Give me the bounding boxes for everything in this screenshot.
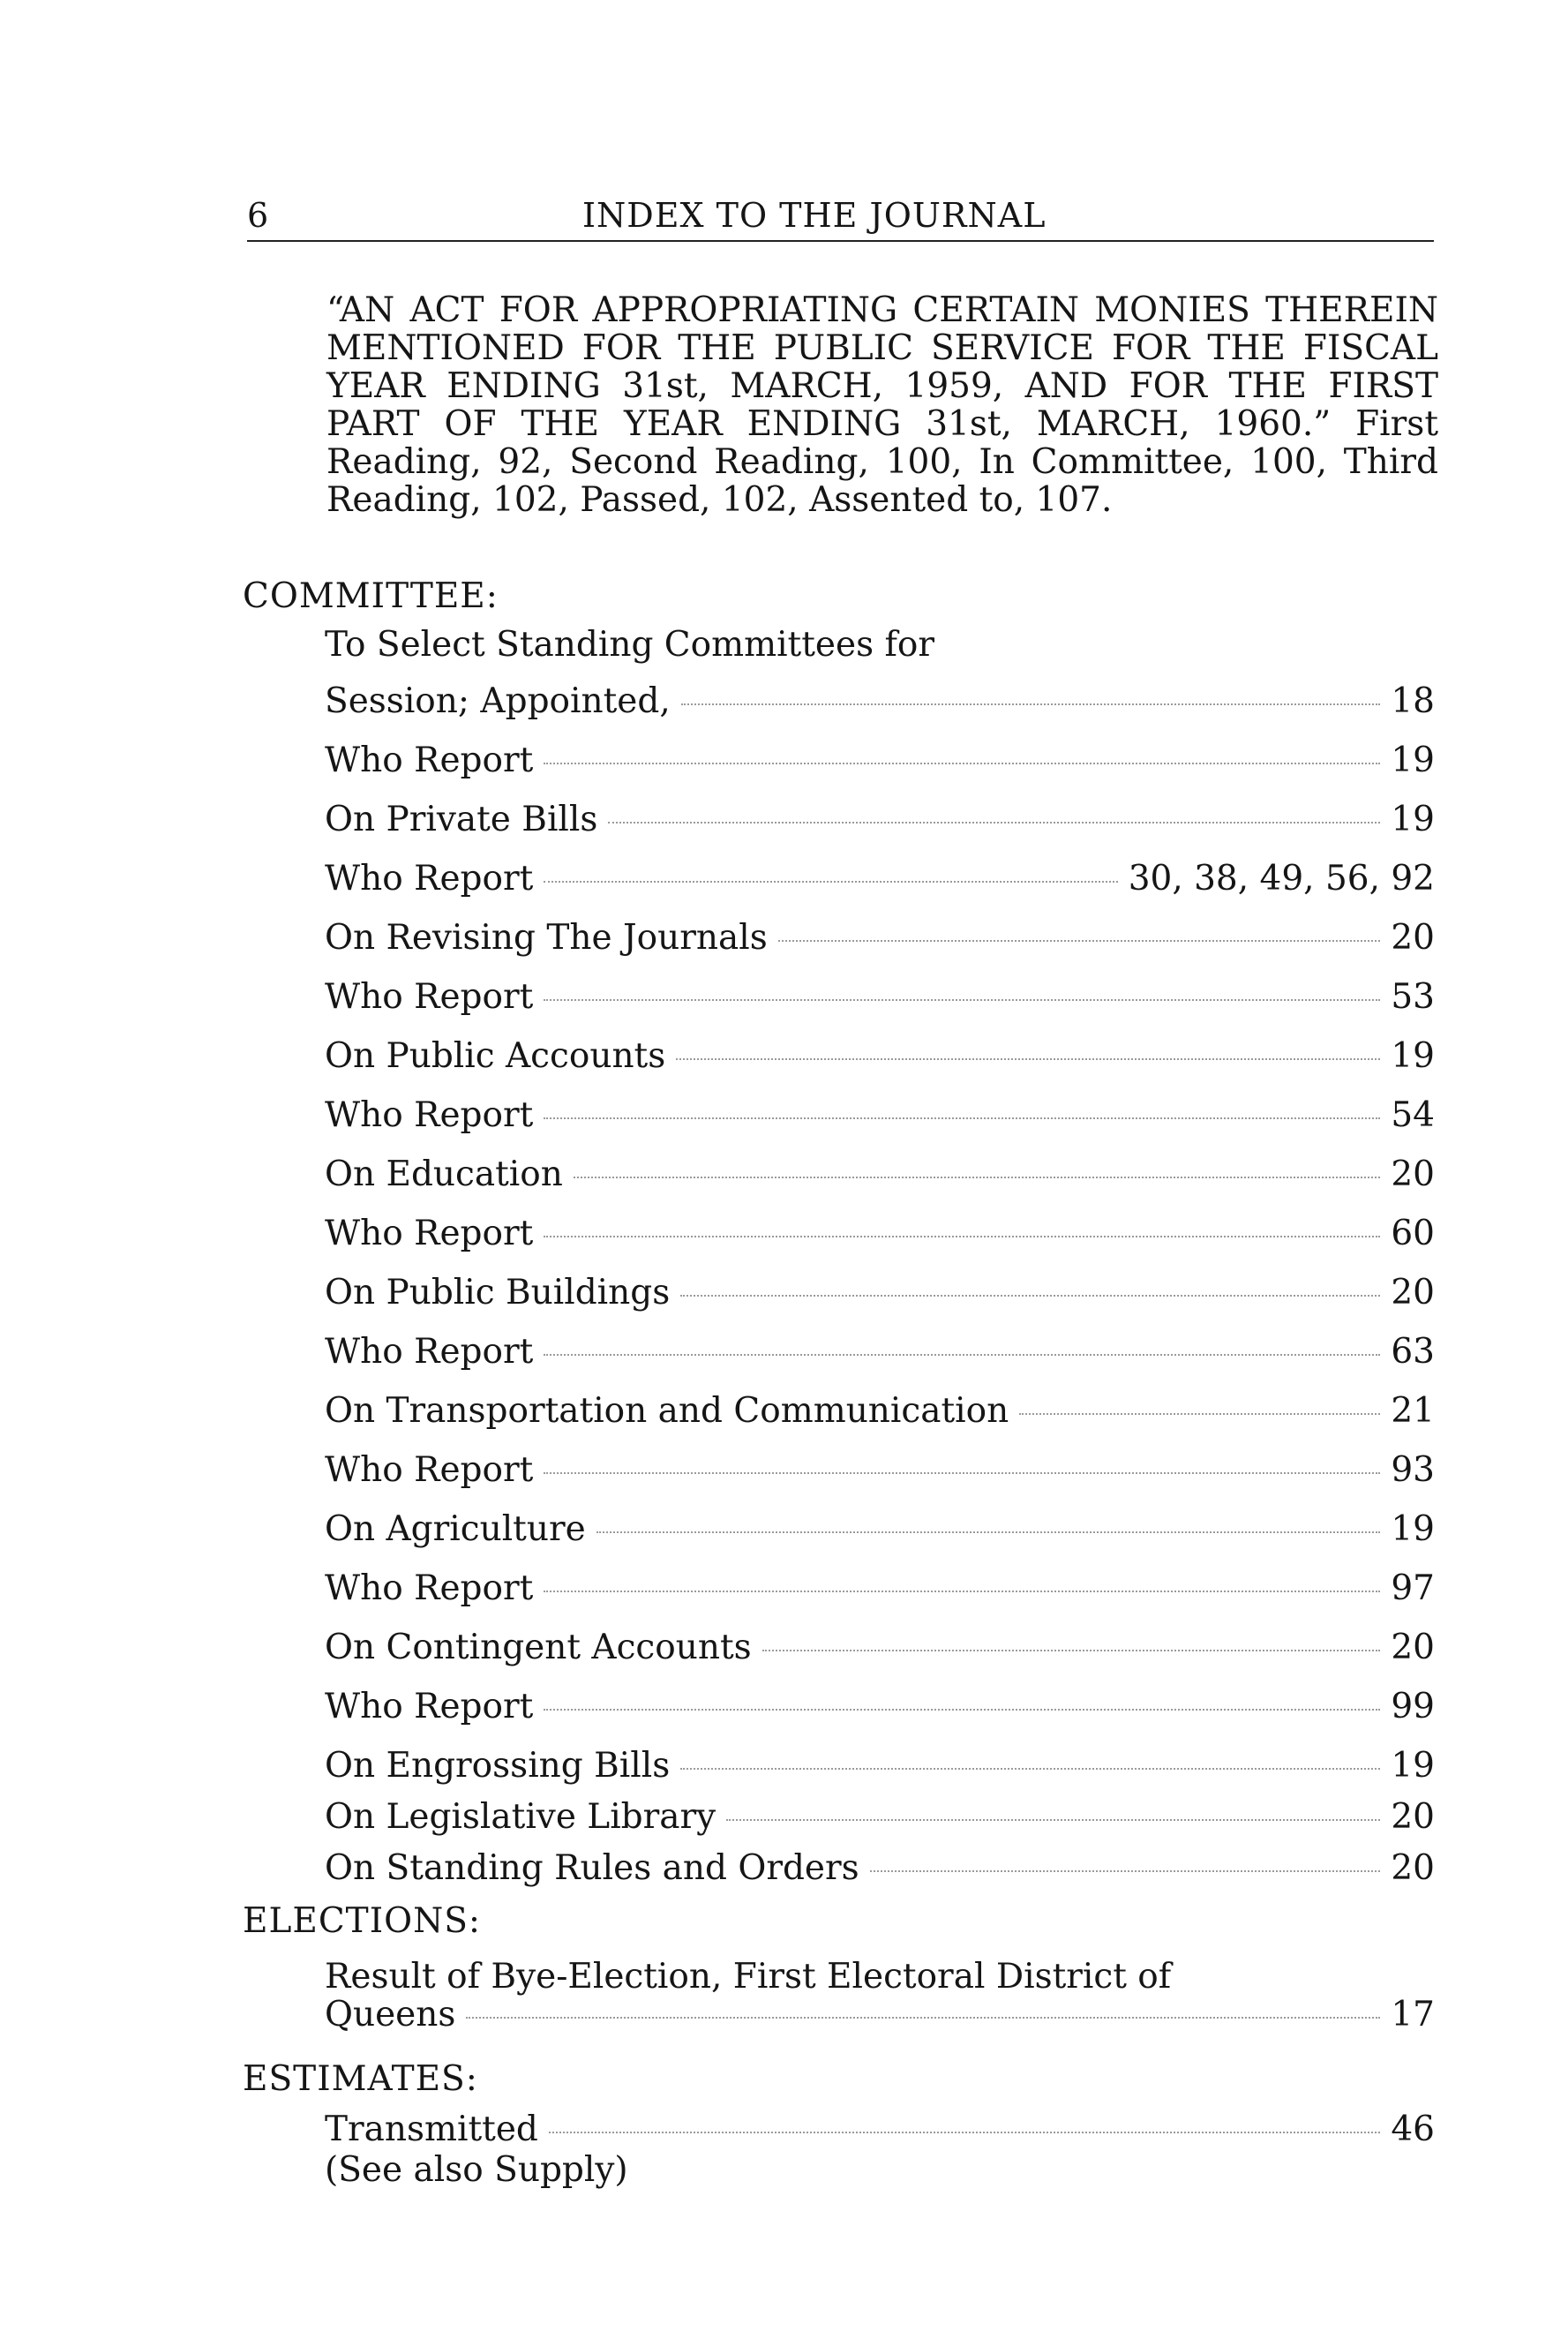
index-entry: Who Report 60	[325, 1214, 1435, 1253]
committee-intro: To Select Standing Committees for	[325, 625, 935, 665]
index-entry: On Education 20	[325, 1154, 1435, 1194]
page-title: INDEX TO THE JOURNAL	[582, 196, 1047, 235]
index-entry: Who Report 97	[325, 1568, 1435, 1608]
index-entry: On Standing Rules and Orders 20	[325, 1848, 1435, 1888]
index-entry: Who Report 19	[325, 741, 1435, 780]
index-entry: On Engrossing Bills 19	[325, 1746, 1435, 1786]
committee-heading: COMMITTEE:	[243, 576, 499, 616]
estimates-entry: Transmitted 46	[325, 2110, 1435, 2149]
index-entry: On Agriculture 19	[325, 1509, 1435, 1549]
index-entry: On Transportation and Communication 21	[325, 1391, 1435, 1431]
index-entry: Session; Appointed, 18	[325, 681, 1435, 721]
see-also-note: (See also Supply)	[325, 2150, 628, 2190]
index-entry: Who Report 99	[325, 1687, 1435, 1726]
elections-entry	[325, 1958, 1435, 2034]
elections-heading: ELECTIONS:	[243, 1901, 482, 1941]
page-number: 6	[247, 196, 270, 235]
index-entry: On Revising The Journals 20	[325, 918, 1435, 958]
index-entry: On Legislative Library 20	[325, 1797, 1435, 1837]
estimates-heading: ESTIMATES:	[243, 2059, 478, 2099]
index-entry: On Private Bills 19	[325, 800, 1435, 839]
elections-entry-line2: Queens	[325, 1995, 456, 2034]
elections-pages: 17	[1391, 1995, 1435, 2034]
page-header	[247, 196, 1434, 242]
elections-entry-line1: Result of Bye-Election, First Electoral District of	[325, 1957, 1172, 1997]
index-entry: Who Report 63	[325, 1332, 1435, 1372]
index-entry: On Contingent Accounts 20	[325, 1628, 1435, 1667]
index-entry: Who Report 53	[325, 977, 1435, 1017]
index-entry: On Public Buildings 20	[325, 1273, 1435, 1312]
index-entry: Who Report 54	[325, 1095, 1435, 1135]
index-entry: Who Report 30, 38, 49, 56, 92	[325, 859, 1435, 899]
index-entry: On Public Accounts 19	[325, 1036, 1435, 1076]
index-entry: Who Report 93	[325, 1450, 1435, 1490]
act-entry-paragraph: “AN ACT FOR APPROPRIATING CERTAIN MONIES THEREIN MENTIONED FOR THE PUBLIC SERVICE FOR THE FISCAL YEAR ENDING 31st, MARCH, 1959, AND FOR THE FIRST PART OF THE YEAR ENDING 31st, MARCH, 1960.” First Reading, 92, Second Reading, 100, In Committee, 100, Third Reading, 102, Passed, 102, Assented to, 107.	[326, 290, 1438, 520]
